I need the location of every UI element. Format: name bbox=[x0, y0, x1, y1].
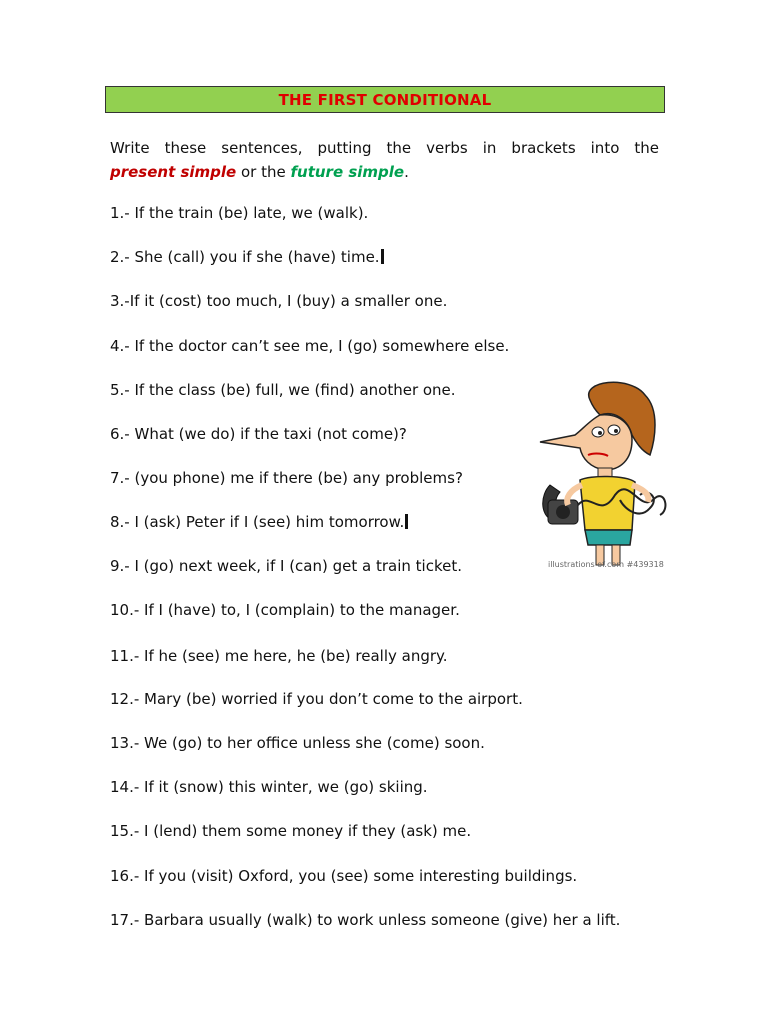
sentence-1: 1.- If the train (be) late, we (walk). bbox=[110, 204, 369, 222]
woman-on-phone-illustration bbox=[520, 380, 680, 570]
sentence-15: 15.- I (lend) them some money if they (ask) me. bbox=[110, 822, 472, 840]
sentence-6: 6.- What (we do) if the taxi (not come)? bbox=[110, 425, 407, 443]
page-title: THE FIRST CONDITIONAL bbox=[278, 90, 492, 109]
sentence-17: 17.- Barbara usually (walk) to work unless someone (give) her a lift. bbox=[110, 911, 621, 929]
sentence-14: 14.- If it (snow) this winter, we (go) skiing. bbox=[110, 778, 428, 796]
sentence-2-text: 2.- She (call) you if she (have) time. bbox=[110, 248, 380, 266]
sentence-5: 5.- If the class (be) full, we (find) another one. bbox=[110, 381, 456, 399]
present-simple-label: present simple bbox=[110, 163, 237, 181]
sentence-7: 7.- (you phone) me if there (be) any problems? bbox=[110, 469, 463, 487]
sentence-9: 9.- I (go) next week, if I (can) get a train ticket. bbox=[110, 557, 462, 575]
instructions-line-1: Write these sentences, putting the verbs in brackets into the bbox=[110, 139, 659, 157]
sentence-12: 12.- Mary (be) worried if you don’t come to the airport. bbox=[110, 690, 523, 708]
sentence-10: 10.- If I (have) to, I (complain) to the manager. bbox=[110, 601, 460, 619]
instructions-period: . bbox=[404, 163, 409, 181]
sentence-11: 11.- If he (see) me here, he (be) really angry. bbox=[110, 647, 448, 665]
or-the-text: or the bbox=[236, 163, 291, 181]
sentence-2 bbox=[110, 248, 384, 266]
text-cursor-mark bbox=[381, 249, 384, 264]
illustration-credit: illustrations of.com #439318 bbox=[548, 560, 664, 569]
sentence-3: 3.-If it (cost) too much, I (buy) a smaller one. bbox=[110, 292, 448, 310]
sentence-13: 13.- We (go) to her office unless she (come) soon. bbox=[110, 734, 485, 752]
instructions bbox=[110, 136, 659, 184]
sentence-8 bbox=[110, 513, 408, 531]
sentence-16: 16.- If you (visit) Oxford, you (see) some interesting buildings. bbox=[110, 867, 578, 885]
sentence-8-text: 8.- I (ask) Peter if I (see) him tomorrow. bbox=[110, 513, 405, 531]
future-simple-label: future simple bbox=[290, 163, 405, 181]
sentence-4: 4.- If the doctor can’t see me, I (go) somewhere else. bbox=[110, 337, 510, 355]
text-cursor-mark bbox=[405, 514, 408, 529]
title-banner bbox=[105, 86, 665, 113]
